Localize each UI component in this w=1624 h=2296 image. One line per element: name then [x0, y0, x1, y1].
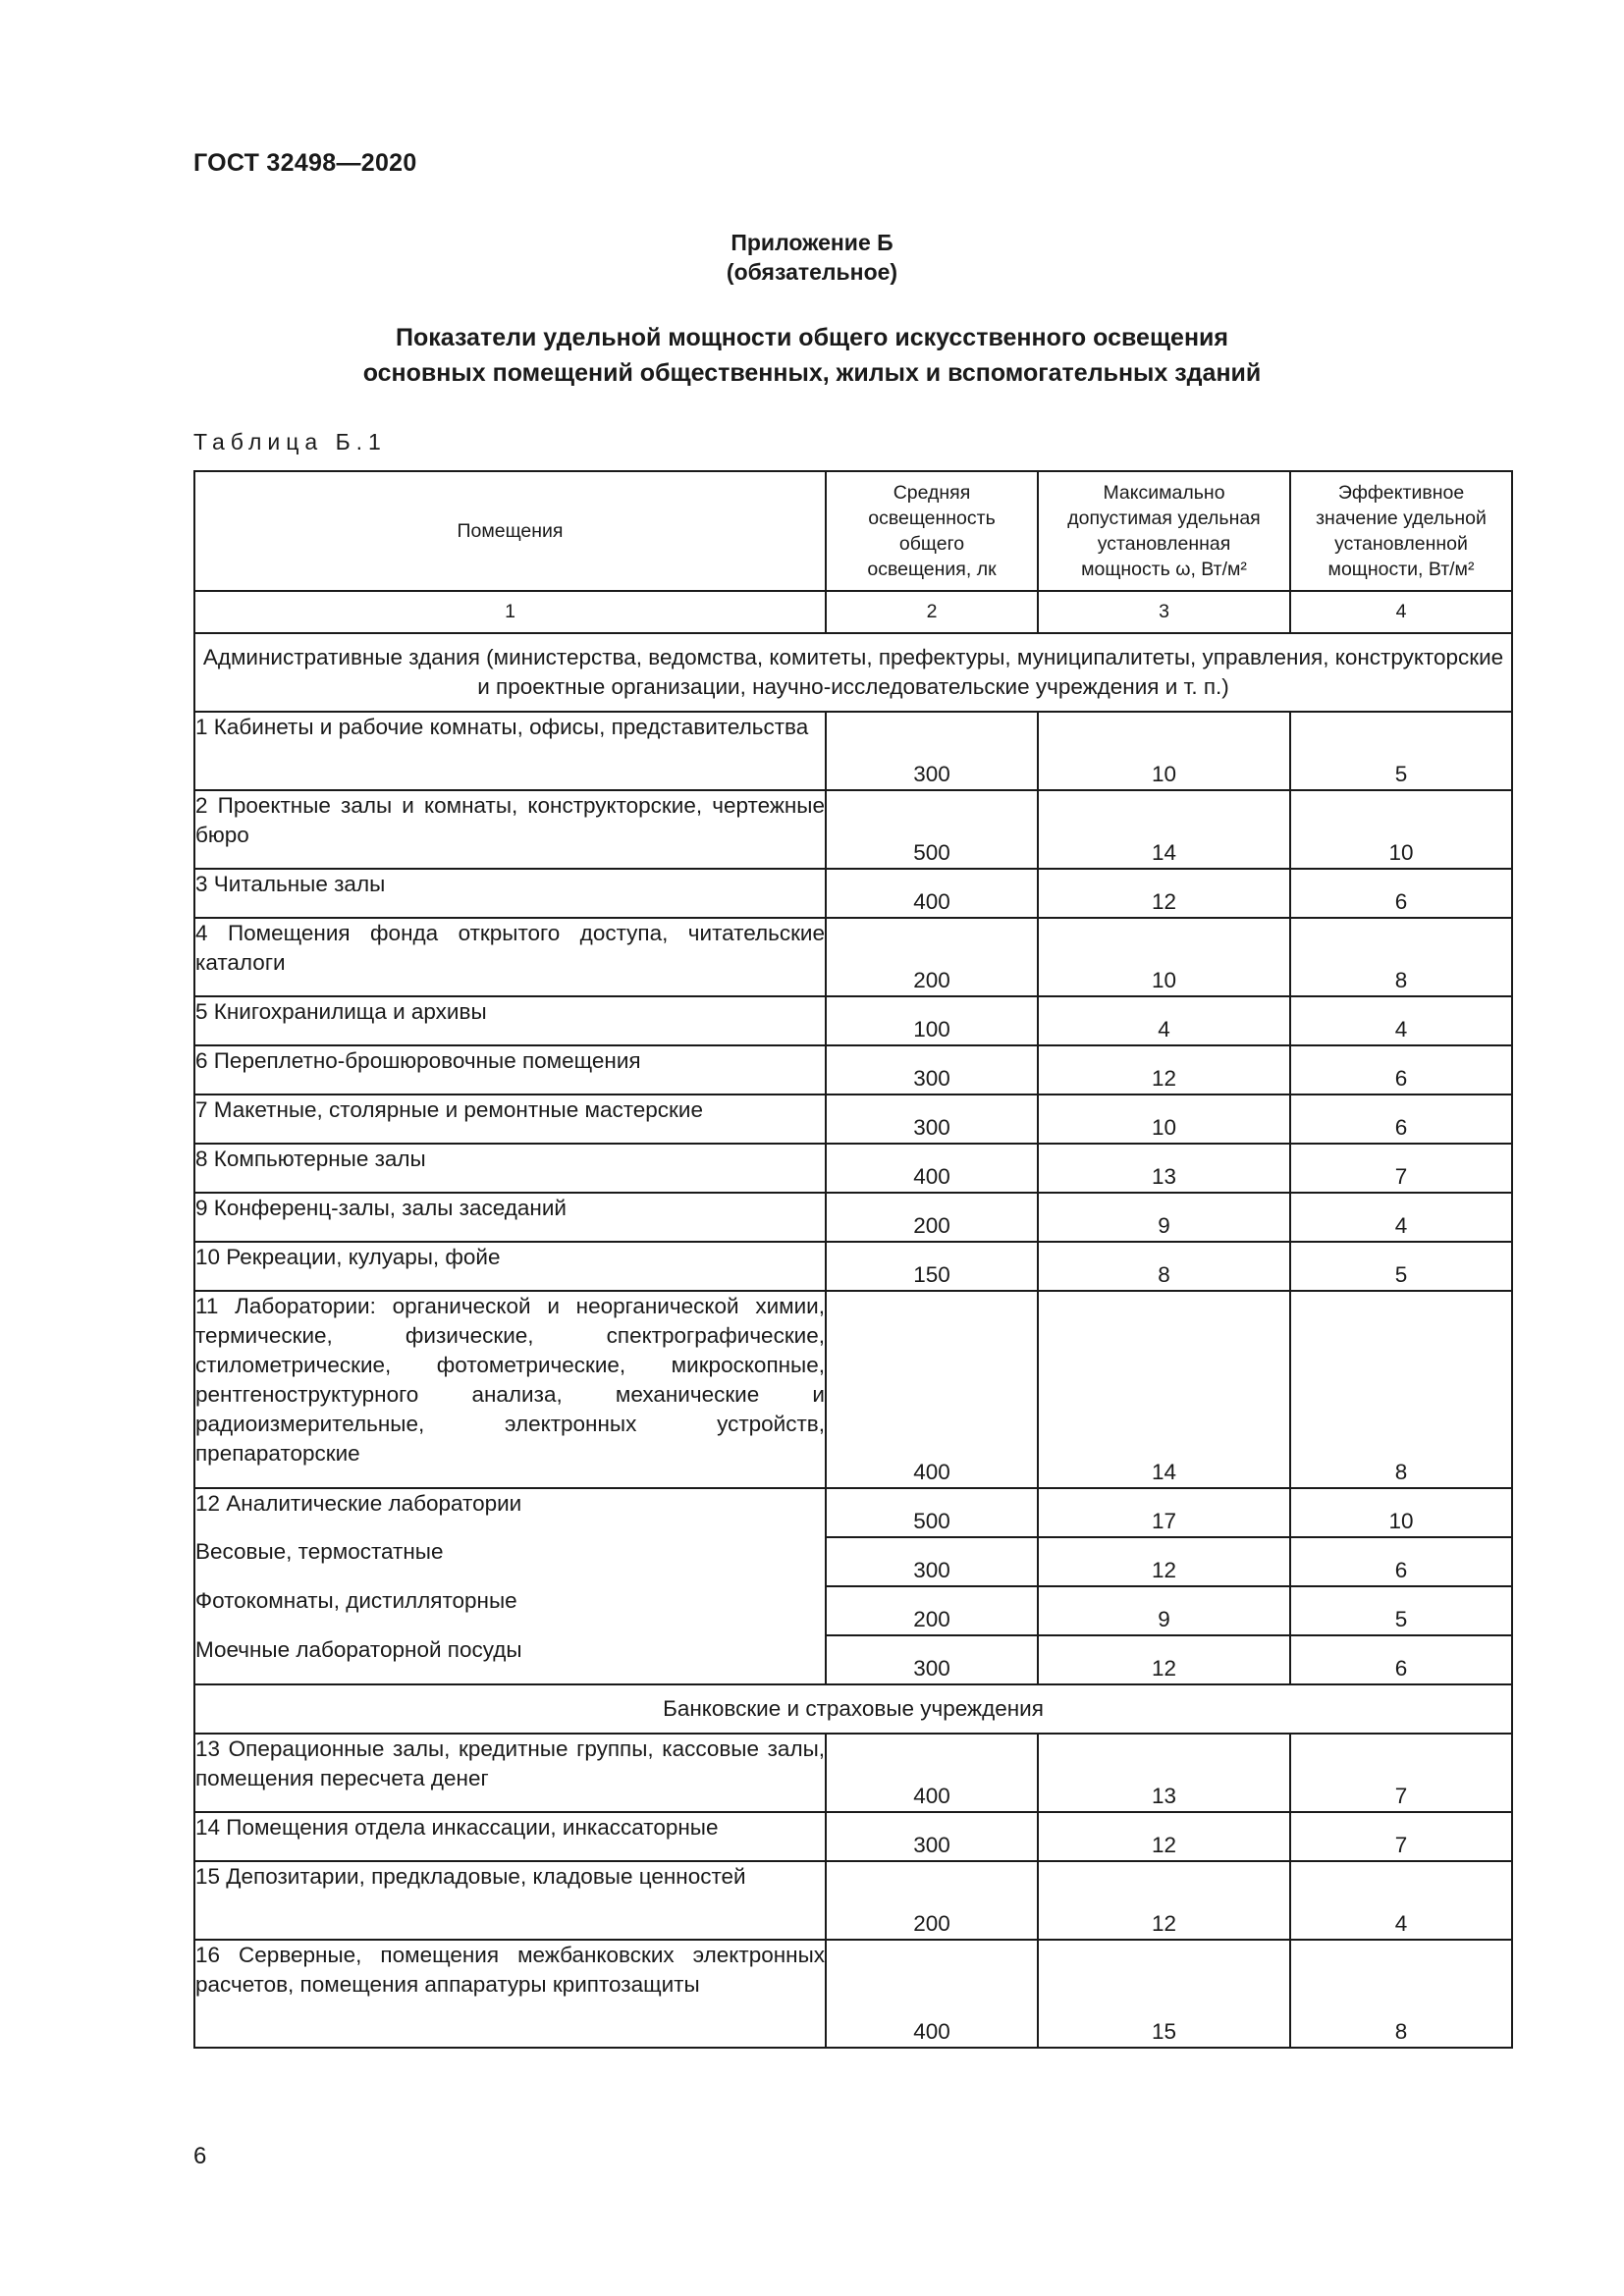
header-illuminance: Средняя освещенность общего освещения, лк	[826, 471, 1038, 591]
effective-power-value: 10	[1290, 1488, 1512, 1537]
room-name: Весовые, термостатные	[194, 1537, 826, 1586]
illuminance-value: 300	[826, 712, 1038, 790]
max-power-value: 15	[1038, 1940, 1290, 2048]
effective-power-value: 5	[1290, 1242, 1512, 1291]
max-power-value: 9	[1038, 1586, 1290, 1635]
table-label: Таблица Б.1	[193, 429, 387, 454]
page-number: 6	[193, 2143, 207, 2169]
table-row	[194, 1045, 1512, 1095]
header-effective-power: Эффективное значение удельной установленной мощности, Вт/м²	[1290, 471, 1512, 591]
table-row	[194, 1193, 1512, 1242]
room-name: 11 Лаборатории: органической и неорганической химии, термические, физические, спектрографические, стилометрические, фотометрические, микроскопные, рентгеноструктурного анализа, механические и радиоизмерительные, электронных устройств, препараторские	[194, 1291, 826, 1488]
max-power-value: 12	[1038, 869, 1290, 918]
max-power-value: 4	[1038, 996, 1290, 1045]
room-name: 7 Макетные, столярные и ремонтные мастерские	[194, 1095, 826, 1144]
room-name: 3 Читальные залы	[194, 869, 826, 918]
max-power-value: 10	[1038, 712, 1290, 790]
document-title	[0, 320, 1624, 391]
illuminance-value: 400	[826, 869, 1038, 918]
section-title: Административные здания (министерства, ведомства, комитеты, префектуры, муниципалитеты, управления, конструкторские и проектные организации, научно-исследовательские учреждения и т. п.)	[194, 633, 1512, 712]
max-power-value: 12	[1038, 1045, 1290, 1095]
room-name: 10 Рекреации, кулуары, фойе	[194, 1242, 826, 1291]
illuminance-value: 300	[826, 1045, 1038, 1095]
room-name: 4 Помещения фонда открытого доступа, читательские каталоги	[194, 918, 826, 996]
effective-power-value: 6	[1290, 1635, 1512, 1684]
document-code: ГОСТ 32498—2020	[193, 149, 417, 177]
table-row	[194, 1586, 1512, 1635]
room-name: 2 Проектные залы и комнаты, конструкторские, чертежные бюро	[194, 790, 826, 869]
header-row	[194, 471, 1512, 591]
effective-power-value: 6	[1290, 1045, 1512, 1095]
table-row	[194, 1635, 1512, 1684]
max-power-value: 8	[1038, 1242, 1290, 1291]
max-power-value: 12	[1038, 1537, 1290, 1586]
table-row	[194, 1812, 1512, 1861]
table-row	[194, 1144, 1512, 1193]
room-name: Моечные лабораторной посуды	[194, 1635, 826, 1684]
illuminance-value: 400	[826, 1734, 1038, 1812]
header-rooms: Помещения	[194, 471, 826, 591]
header-max-power: Максимально допустимая удельная установленная мощность ω, Вт/м²	[1038, 471, 1290, 591]
section-title: Банковские и страховые учреждения	[194, 1684, 1512, 1734]
max-power-value: 12	[1038, 1861, 1290, 1940]
room-name: 6 Переплетно-брошюровочные помещения	[194, 1045, 826, 1095]
table-row	[194, 996, 1512, 1045]
max-power-value: 9	[1038, 1193, 1290, 1242]
effective-power-value: 8	[1290, 1940, 1512, 2048]
max-power-value: 17	[1038, 1488, 1290, 1537]
effective-power-value: 5	[1290, 1586, 1512, 1635]
column-number: 4	[1290, 591, 1512, 633]
illuminance-value: 400	[826, 1144, 1038, 1193]
effective-power-value: 10	[1290, 790, 1512, 869]
effective-power-value: 7	[1290, 1812, 1512, 1861]
illuminance-value: 300	[826, 1812, 1038, 1861]
max-power-value: 13	[1038, 1734, 1290, 1812]
illuminance-value: 200	[826, 1861, 1038, 1940]
max-power-value: 14	[1038, 790, 1290, 869]
max-power-value: 14	[1038, 1291, 1290, 1488]
room-name: Фотокомнаты, дистилляторные	[194, 1586, 826, 1635]
illuminance-value: 400	[826, 1940, 1038, 2048]
table-row	[194, 712, 1512, 790]
illuminance-value: 200	[826, 1586, 1038, 1635]
room-name: 15 Депозитарии, предкладовые, кладовые ценностей	[194, 1861, 826, 1940]
effective-power-value: 4	[1290, 996, 1512, 1045]
column-number: 2	[826, 591, 1038, 633]
section-row	[194, 1684, 1512, 1734]
title-line: Показатели удельной мощности общего искусственного освещения	[395, 324, 1228, 351]
table-row	[194, 1861, 1512, 1940]
effective-power-value: 6	[1290, 1095, 1512, 1144]
illuminance-value: 500	[826, 790, 1038, 869]
table-row	[194, 1537, 1512, 1586]
room-name: 14 Помещения отдела инкассации, инкассаторные	[194, 1812, 826, 1861]
room-name: 5 Книгохранилища и архивы	[194, 996, 826, 1045]
room-name: 16 Серверные, помещения межбанковских электронных расчетов, помещения аппаратуры криптозащиты	[194, 1940, 826, 2048]
room-name: 13 Операционные залы, кредитные группы, кассовые залы, помещения пересчета денег	[194, 1734, 826, 1812]
max-power-value: 10	[1038, 918, 1290, 996]
max-power-value: 10	[1038, 1095, 1290, 1144]
table-row	[194, 1940, 1512, 2048]
max-power-value: 13	[1038, 1144, 1290, 1193]
column-number-row	[194, 591, 1512, 633]
illuminance-value: 200	[826, 918, 1038, 996]
room-name: 8 Компьютерные залы	[194, 1144, 826, 1193]
table-row	[194, 1734, 1512, 1812]
column-number: 1	[194, 591, 826, 633]
effective-power-value: 8	[1290, 1291, 1512, 1488]
illuminance-value: 100	[826, 996, 1038, 1045]
table-row	[194, 1242, 1512, 1291]
table-row	[194, 1291, 1512, 1488]
max-power-value: 12	[1038, 1635, 1290, 1684]
illuminance-value: 200	[826, 1193, 1038, 1242]
column-number: 3	[1038, 591, 1290, 633]
illuminance-value: 150	[826, 1242, 1038, 1291]
illuminance-value: 400	[826, 1291, 1038, 1488]
room-name: 1 Кабинеты и рабочие комнаты, офисы, представительства	[194, 712, 826, 790]
appendix-heading	[0, 228, 1624, 287]
lighting-power-table	[193, 470, 1513, 2049]
table-row	[194, 1488, 1512, 1537]
table-row	[194, 918, 1512, 996]
effective-power-value: 7	[1290, 1144, 1512, 1193]
table-row	[194, 869, 1512, 918]
illuminance-value: 300	[826, 1095, 1038, 1144]
appendix-title: Приложение Б	[731, 230, 893, 255]
table-row	[194, 1095, 1512, 1144]
effective-power-value: 4	[1290, 1861, 1512, 1940]
illuminance-value: 300	[826, 1635, 1038, 1684]
section-row	[194, 633, 1512, 712]
effective-power-value: 8	[1290, 918, 1512, 996]
effective-power-value: 6	[1290, 1537, 1512, 1586]
appendix-status: (обязательное)	[726, 259, 898, 285]
title-line: основных помещений общественных, жилых и вспомогательных зданий	[362, 359, 1262, 387]
room-name: 9 Конференц-залы, залы заседаний	[194, 1193, 826, 1242]
effective-power-value: 4	[1290, 1193, 1512, 1242]
illuminance-value: 300	[826, 1537, 1038, 1586]
max-power-value: 12	[1038, 1812, 1290, 1861]
effective-power-value: 6	[1290, 869, 1512, 918]
effective-power-value: 5	[1290, 712, 1512, 790]
effective-power-value: 7	[1290, 1734, 1512, 1812]
table-row	[194, 790, 1512, 869]
illuminance-value: 500	[826, 1488, 1038, 1537]
room-name: 12 Аналитические лаборатории	[194, 1488, 826, 1537]
